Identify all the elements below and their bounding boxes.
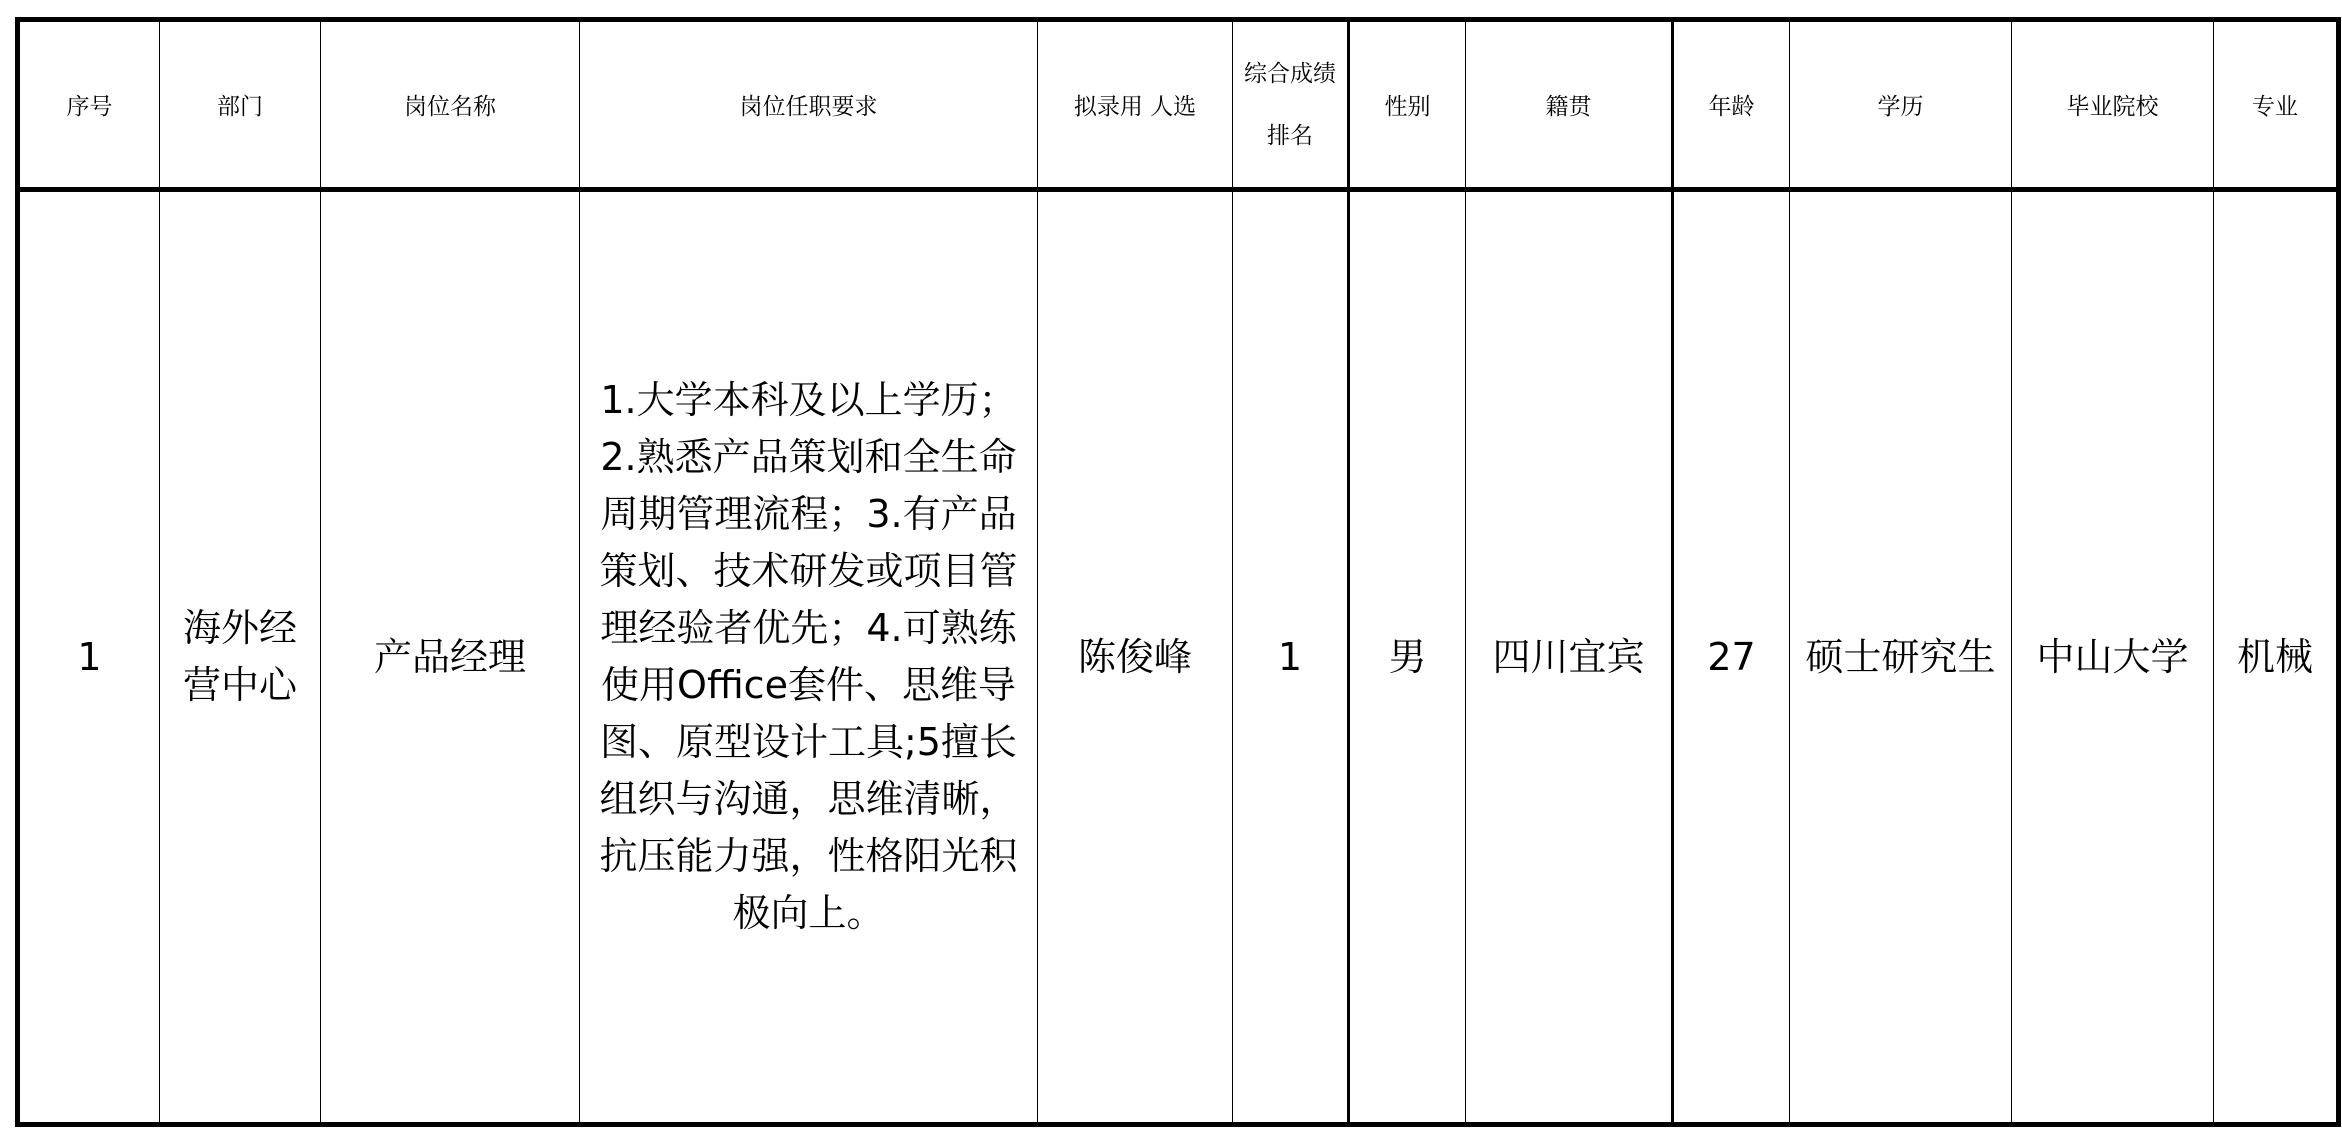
header-requirements: 岗位任职要求 bbox=[580, 20, 1038, 190]
header-candidate: 拟录用 人选 bbox=[1038, 20, 1233, 190]
cell-major: 机械 bbox=[2214, 190, 2339, 1125]
cell-position: 产品经理 bbox=[321, 190, 580, 1125]
cell-education: 硕士研究生 bbox=[1790, 190, 2012, 1125]
cell-school: 中山大学 bbox=[2012, 190, 2214, 1125]
cell-gender: 男 bbox=[1349, 190, 1466, 1125]
header-department: 部门 bbox=[160, 20, 321, 190]
cell-requirements: 1.大学本科及以上学历；2.熟悉产品策划和全生命周期管理流程；3.有产品策划、技术研发或项目管理经验者优先；4.可熟练使用Office套件、思维导图、原型设计工具;5擅长组织与沟通，思维清晰，抗压能力强，性格阳光积极向上。 bbox=[580, 190, 1038, 1125]
cell-hometown: 四川宜宾 bbox=[1466, 190, 1673, 1125]
cell-rank: 1 bbox=[1233, 190, 1349, 1125]
header-school: 毕业院校 bbox=[2012, 20, 2214, 190]
header-index: 序号 bbox=[18, 20, 160, 190]
cell-department: 海外经营中心 bbox=[160, 190, 321, 1125]
header-hometown: 籍贯 bbox=[1466, 20, 1673, 190]
header-age: 年龄 bbox=[1673, 20, 1790, 190]
cell-age: 27 bbox=[1673, 190, 1790, 1125]
header-position: 岗位名称 bbox=[321, 20, 580, 190]
header-rank: 综合成绩排名 bbox=[1233, 20, 1349, 190]
cell-candidate: 陈俊峰 bbox=[1038, 190, 1233, 1125]
header-major: 专业 bbox=[2214, 20, 2339, 190]
table-row bbox=[18, 190, 2339, 1125]
header-education: 学历 bbox=[1790, 20, 2012, 190]
header-row bbox=[18, 20, 2339, 190]
cell-index: 1 bbox=[18, 190, 160, 1125]
candidate-table bbox=[15, 17, 2341, 1127]
header-gender: 性别 bbox=[1349, 20, 1466, 190]
